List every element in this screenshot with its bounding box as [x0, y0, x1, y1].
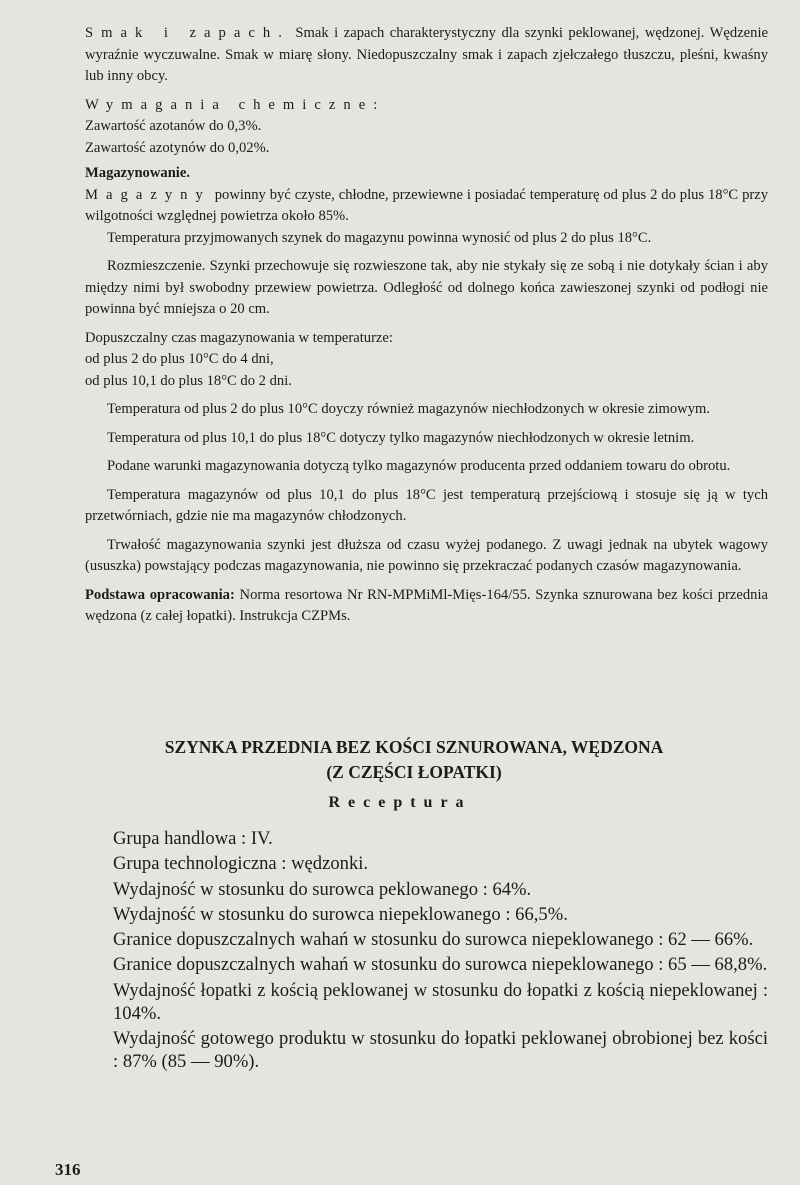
recipe-line-8: Wydajność gotowego produktu w stosunku do łopatki peklowanej obrobionej bez kości : 87% (85 — 90%). — [113, 1027, 768, 1072]
receptura-heading: Receptura — [328, 794, 472, 811]
recipe-line-6: Granice dopuszczalnych wahań w stosunku do surowca niepeklowanego : 65 — 68,8%. — [113, 954, 768, 976]
taste-paragraph — [85, 23, 768, 88]
chem-line-nitrates: Zawartość azotanów do 0,3%. — [85, 118, 262, 134]
storage-p4-line2: od plus 2 do plus 10°C do 4 dni, — [85, 351, 274, 367]
storage-p5: Temperatura od plus 2 do plus 10°C doyczy również magazynów niechłodzonych w okresie zimowym. — [107, 401, 711, 417]
page-number: 316 — [55, 1160, 81, 1179]
recipe-line-3: Wydajność w stosunku do surowca peklowanego : 64%. — [113, 878, 532, 900]
basis-label: Podstawa opracowania: — [85, 586, 235, 603]
storage-p8: Temperatura magazynów od plus 10,1 do plus 18°C jest temperaturą przejściową i stosuje się ją w tych przetwórniach, gdzie nie ma magazynów chłodzonych. — [85, 486, 768, 524]
product-title-line1: SZYNKA PRZEDNIA BEZ KOŚCI SZNUROWANA, WĘDZONA — [164, 737, 664, 757]
recipe-line-2: Grupa technologiczna : wędzonki. — [113, 853, 369, 875]
storage-p2: Temperatura przyjmowanych szynek do magazynu powinna wynosić od plus 2 do plus 18°C. — [107, 229, 652, 246]
storage-p6: Temperatura od plus 10,1 do plus 18°C dotyczy tylko magazynów niechłodzonych w okresie letnim. — [107, 429, 695, 446]
recipe-line-4: Wydajność w stosunku do surowca niepeklowanego : 66,5%. — [113, 903, 568, 925]
recipe-line-7: Wydajność łopatki z kością peklowanej w stosunku do łopatki z kością niepeklowanej : 104%. — [113, 979, 768, 1024]
chem-line-nitrites: Zawartość azotynów do 0,02%. — [85, 139, 270, 156]
quality-section — [85, 23, 768, 159]
product-title — [60, 735, 768, 785]
storage-p7: Podane warunki magazynowania dotyczą tylko magazynów producenta przed oddaniem towaru do obrotu. — [107, 458, 731, 474]
recipe-line-5: Granice dopuszczalnych wahań w stosunku do surowca niepeklowanego : 62 — 66%. — [113, 929, 754, 951]
storage-p3: Rozmieszczenie. Szynki przechowuje się rozwieszone tak, aby nie stykały się ze sobą i nie dotykały ścian i aby między nimi był swobodny przewiew powietrza. Odległość od dolnego końca zawieszonej szynki od podłogi nie powinna być mniejsza o 20 cm. — [85, 258, 768, 317]
recipe-line-1: Grupa handlowa : IV. — [113, 828, 273, 849]
storage-p1: Magazyny powinny być czyste, chłodne, przewiewne i posiadać temperaturę od plus 2 do plus 18°C przy wilgotności względnej powietrza około 85%. — [85, 186, 768, 224]
basis-text: Norma resortowa Nr RN-MPMiMl-Mięs-164/55. Szynka sznurowana bez kości przednia wędzona (z całej łopatki). Instrukcja CZPMs. — [85, 586, 769, 624]
storage-p4-line3: od plus 10,1 do plus 18°C do 2 dni. — [85, 372, 292, 389]
taste-label: Smak i zapach. — [85, 25, 290, 41]
taste-text: Smak i zapach charakterystyczny dla szynki peklowanej, wędzonej. Wędzenie wyraźnie wyczuwalne. Smak w miarę słony. Niedopuszczalny smak i zapach zjełczałego tłuszczu, pleśni, kwaśny lub inny obcy. — [85, 25, 768, 84]
storage-p9: Trwałość magazynowania szynki jest dłuższa od czasu wyżej podanego. Z uwagi jednak na ubytek wagowy (ususzka) powstający podczas magazynowania, nie powinno się przekraczać podanych czasów magazynowania. — [85, 536, 768, 574]
storage-section — [85, 163, 768, 628]
recipe-section — [113, 828, 768, 1076]
storage-heading: Magazynowanie. — [85, 165, 190, 181]
chem-heading: Wymagania chemiczne: — [85, 96, 386, 113]
storage-p4-line1: Dopuszczalny czas magazynowania w temperaturze: — [85, 329, 393, 346]
basis-paragraph — [85, 585, 768, 628]
product-title-line2: (Z CZĘŚCI ŁOPATKI) — [326, 762, 502, 782]
